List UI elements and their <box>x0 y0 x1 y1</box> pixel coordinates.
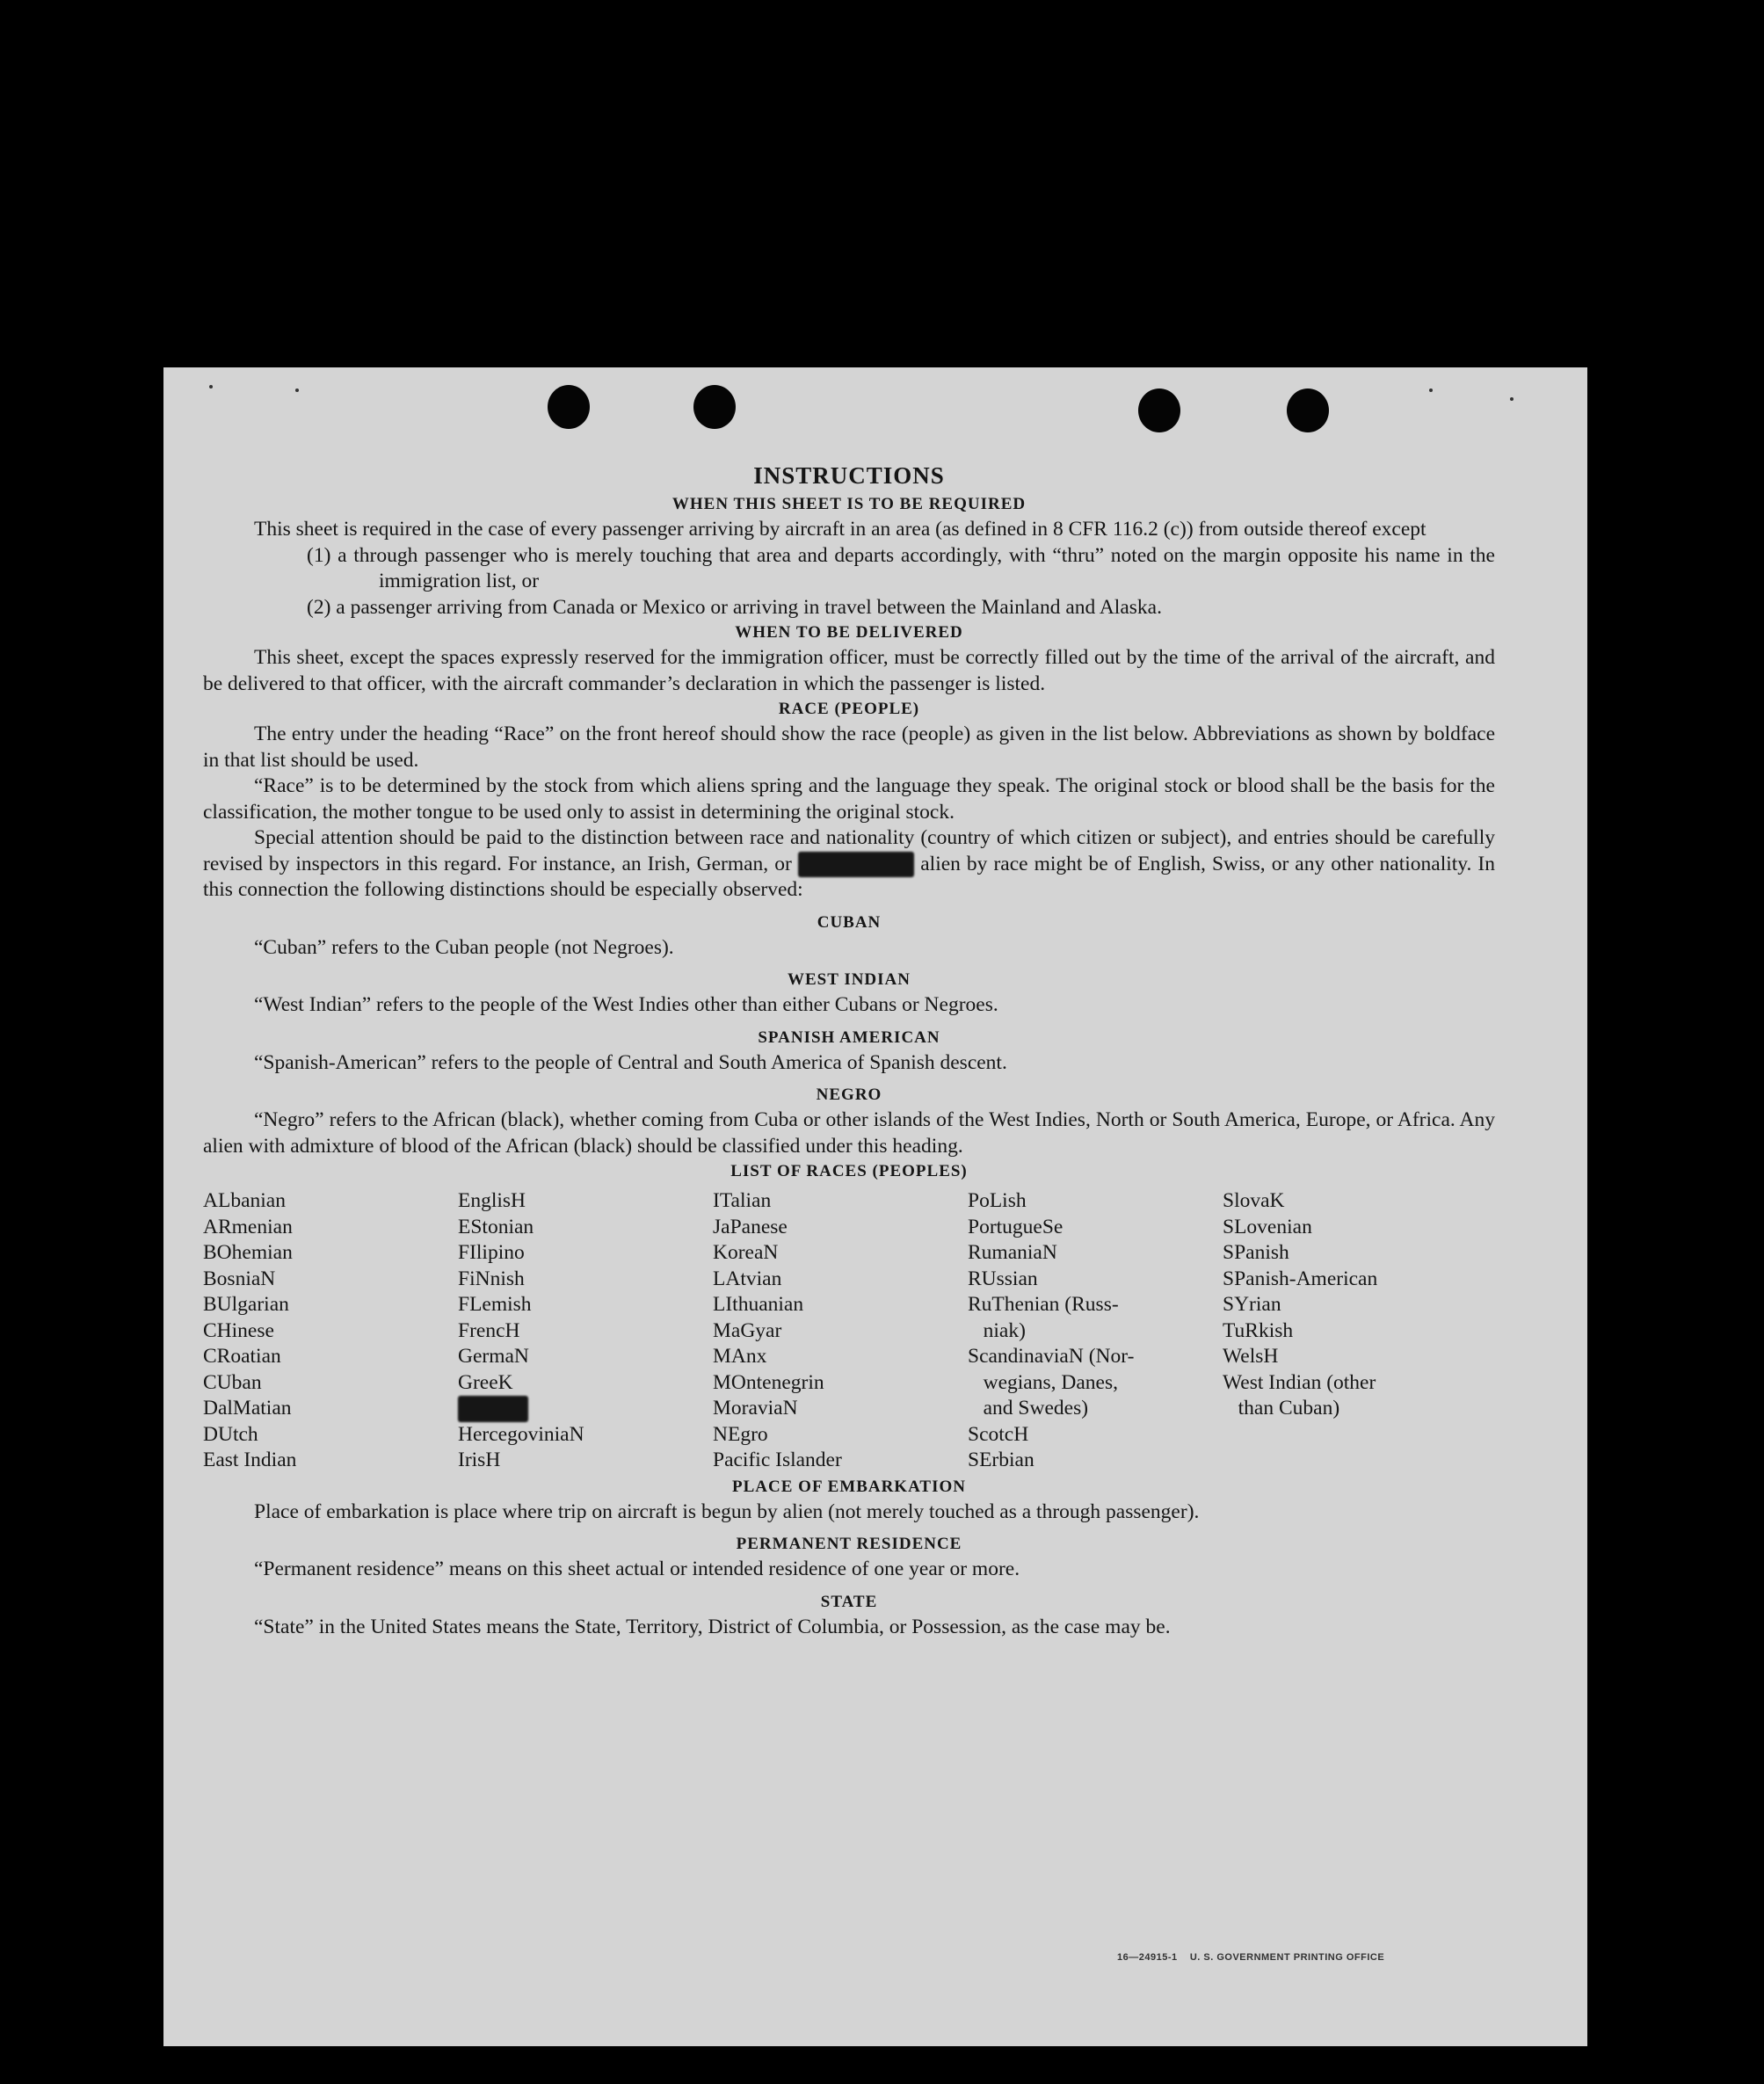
race-entry: West Indian (other <box>1223 1370 1376 1394</box>
race-entry: BosniaN <box>203 1267 276 1290</box>
west-indian-text: “West Indian” refers to the people of the West Indies other than either Cubans or Negroes. <box>254 993 998 1016</box>
race-entry: ScotcH <box>968 1422 1029 1446</box>
race-paragraph-3b: alien by race might be of English, Swiss, or any other nationality. In this connection the following distinctions should be especially observed: <box>203 852 1496 901</box>
race-entry: SPanish <box>1223 1241 1289 1264</box>
punch-hole <box>548 385 590 429</box>
race-entry: SErbian <box>968 1449 1034 1471</box>
race-entry: WelsH <box>1223 1345 1279 1368</box>
speck <box>1510 397 1514 401</box>
heading-spanish-american: SPANISH AMERICAN <box>758 1027 940 1047</box>
race-entry: niak) <box>968 1318 1026 1342</box>
heading-state: STATE <box>820 1592 878 1611</box>
race-entry: SYrian <box>1223 1293 1281 1316</box>
speck <box>1429 388 1433 392</box>
heading-race: RACE (PEOPLE) <box>778 700 920 718</box>
race-entry: GreeK <box>458 1370 513 1394</box>
required-intro: This sheet is required in the case of every passenger arriving by aircraft in an area (as defined in 8 CFR 116.2 (c)) from outside thereof except <box>254 518 1426 541</box>
heading-delivered: WHEN TO BE DELIVERED <box>735 623 963 642</box>
race-entry: TuRkish <box>1223 1318 1294 1342</box>
race-entry: IrisH <box>458 1449 501 1471</box>
race-paragraph-1: The entry under the heading “Race” on the front hereof should show the race (people) as given in the list below. Abbreviations as shown by boldface in that list should be used. <box>203 723 1495 772</box>
heading-embarkation: PLACE OF EMBARKATION <box>732 1477 966 1496</box>
delivered-text: This sheet, except the spaces expressly reserved for the immigration officer, must be correctly filled out by the time of the arrival of the aircraft, and be delivered to that officer, with the aircraft commander’s declaration in which the passenger is listed. <box>203 646 1495 695</box>
race-entry: PoLish <box>968 1189 1027 1212</box>
race-entry: FiNnish <box>458 1267 525 1290</box>
race-entry: ALbanian <box>203 1189 286 1212</box>
race-entry: FIlipino <box>458 1241 525 1264</box>
instructions-content <box>203 462 1495 1640</box>
race-entry: RuThenian (Russ- <box>968 1293 1119 1316</box>
race-entry: BOhemian <box>203 1241 293 1264</box>
race-column-2 <box>458 1188 713 1474</box>
race-entry: SPanish-American <box>1223 1267 1378 1290</box>
form-footer <box>1117 1952 1384 1963</box>
cuban-text: “Cuban” refers to the Cuban people (not Negroes). <box>254 935 674 959</box>
race-column-4 <box>968 1188 1223 1474</box>
heading-list-of-races: LIST OF RACES (PEOPLES) <box>730 1162 968 1180</box>
form-number: 16—24915-1 <box>1117 1952 1178 1963</box>
race-entry: EStonian <box>458 1215 534 1238</box>
race-entry: FrencH <box>458 1318 520 1342</box>
race-entry: FLemish <box>458 1293 532 1316</box>
speck <box>209 385 213 388</box>
required-item-1: (1) a through passenger who is merely touching that area and departs accordingly, with “thru” noted on the margin opposite his name in the immigration list, or <box>307 543 1495 592</box>
race-entry: DUtch <box>203 1422 258 1446</box>
redacted-word <box>798 852 914 878</box>
race-entry: East Indian <box>203 1449 297 1471</box>
heading-west-indian: WEST INDIAN <box>788 970 911 989</box>
speck <box>295 388 299 392</box>
race-entry: KoreaN <box>713 1241 779 1264</box>
page-title: INSTRUCTIONS <box>753 462 945 489</box>
race-entry: JaPanese <box>713 1215 788 1238</box>
race-entry: wegians, Danes, <box>968 1370 1118 1394</box>
required-item-2: (2) a passenger arriving from Canada or Mexico or arriving in travel between the Mainland and Alaska. <box>307 595 1162 619</box>
race-column-1 <box>203 1188 458 1474</box>
printer-credit: U. S. GOVERNMENT PRINTING OFFICE <box>1189 1952 1385 1963</box>
race-column-5 <box>1223 1188 1495 1474</box>
spanish-american-text: “Spanish-American” refers to the people of Central and South America of Spanish descent. <box>254 1050 1007 1074</box>
race-entry: BUlgarian <box>203 1293 289 1316</box>
race-entry: RUssian <box>968 1267 1038 1290</box>
race-column-3 <box>713 1188 968 1474</box>
race-entry: SLovenian <box>1223 1215 1312 1238</box>
race-entry: MaGyar <box>713 1318 782 1342</box>
negro-text: “Negro” refers to the African (black), whether coming from Cuba or other islands of the West Indies, North or South America, Europe, or Africa. Any alien with admixture of blood of the African (black) should be classified under this heading. <box>203 1108 1495 1158</box>
race-entry: PortugueSe <box>968 1215 1063 1238</box>
race-entry: RumaniaN <box>968 1241 1057 1264</box>
race-entry: GermaN <box>458 1345 529 1368</box>
race-entry: and Swedes) <box>968 1397 1089 1420</box>
race-entry: than Cuban) <box>1223 1397 1340 1420</box>
race-entry: ScandinaviaN (Nor- <box>968 1345 1135 1368</box>
state-text: “State” in the United States means the State, Territory, District of Columbia, or Possession, as the case may be. <box>254 1615 1171 1638</box>
race-entry: SlovaK <box>1223 1189 1285 1212</box>
race-list <box>203 1188 1495 1474</box>
race-entry: CHinese <box>203 1318 274 1342</box>
race-entry: MOntenegrin <box>713 1370 824 1394</box>
race-paragraph-3a: Special attention should be paid to the distinction between race and nationality (country of which citizen or subject), and entries should be carefully revised by inspectors in this regard. For instance, an Irish, German, or <box>203 826 1495 875</box>
race-entry: LAtvian <box>713 1267 782 1290</box>
heading-cuban: CUBAN <box>817 912 882 932</box>
race-entry-redacted <box>458 1396 713 1422</box>
punch-hole <box>1138 388 1180 432</box>
punch-hole <box>693 385 736 429</box>
race-entry: ARmenian <box>203 1215 293 1238</box>
residence-text: “Permanent residence” means on this sheet actual or intended residence of one year or more. <box>254 1558 1020 1580</box>
heading-required: WHEN THIS SHEET IS TO BE REQUIRED <box>671 495 1027 513</box>
race-entry: CUban <box>203 1370 262 1394</box>
race-paragraph-2: “Race” is to be determined by the stock from which aliens spring and the language they speak. The original stock or blood shall be the basis for the classification, the mother tongue to be used only to assist in determining the original stock. <box>203 774 1495 824</box>
race-entry: EnglisH <box>458 1189 526 1212</box>
document-sheet <box>163 367 1587 2046</box>
race-paragraph-3 <box>203 825 1495 904</box>
punch-hole <box>1287 388 1329 432</box>
race-entry: CRoatian <box>203 1345 281 1368</box>
race-entry: ITalian <box>713 1189 772 1212</box>
race-entry: MAnx <box>713 1345 767 1368</box>
race-entry: DalMatian <box>203 1397 292 1420</box>
heading-permanent-residence: PERMANENT RESIDENCE <box>736 1535 962 1553</box>
redacted-word <box>458 1396 528 1422</box>
race-entry: Pacific Islander <box>713 1449 842 1471</box>
race-entry: HercegoviniaN <box>458 1422 584 1446</box>
race-entry: NEgro <box>713 1422 768 1446</box>
embarkation-text: Place of embarkation is place where trip on aircraft is begun by alien (not merely touched as a through passenger). <box>254 1499 1200 1523</box>
heading-negro: NEGRO <box>816 1086 882 1104</box>
race-entry: LIthuanian <box>713 1293 804 1316</box>
race-entry: MoraviaN <box>713 1397 798 1420</box>
